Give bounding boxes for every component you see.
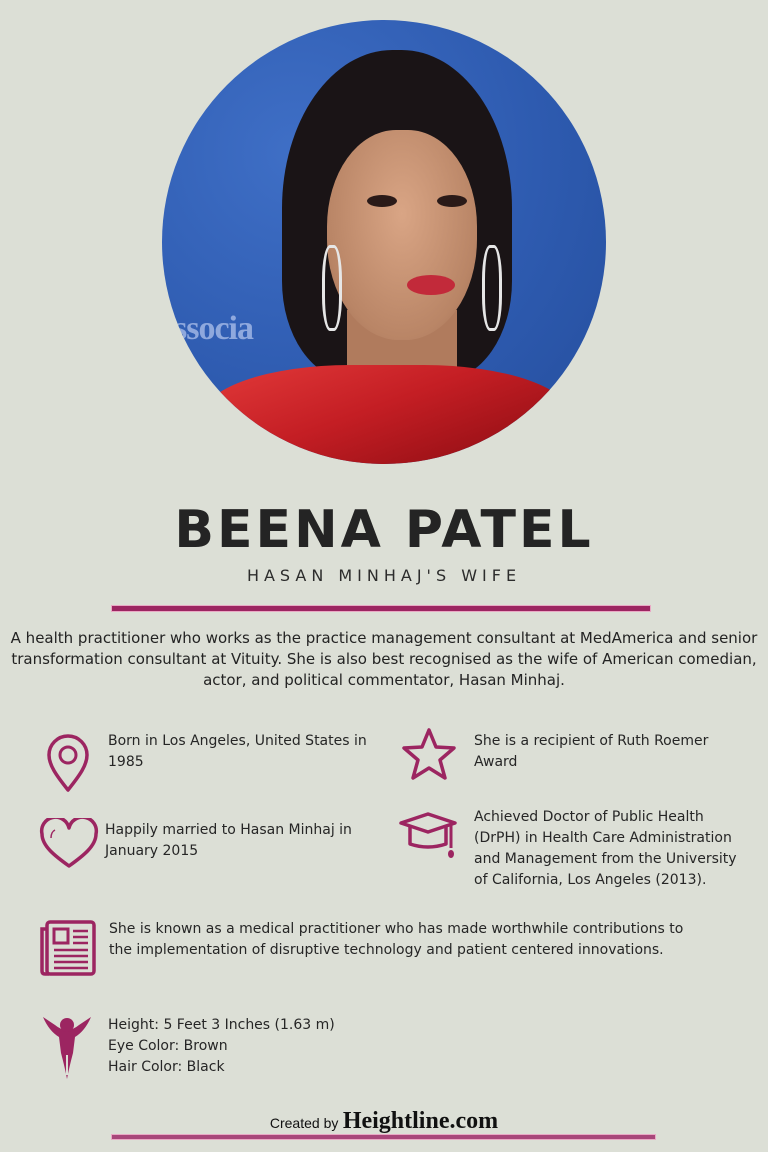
star-icon [400,727,458,783]
header-divider [112,606,650,611]
height-value: Height: 5 Feet 3 Inches (1.63 m) [108,1017,335,1033]
heart-icon [39,818,99,870]
fact-marriage: Happily married to Hasan Minhaj in January 2015 [105,822,352,859]
person-subtitle: HASAN MINHAJ'S WIFE [246,566,522,585]
fact-birth: Born in Los Angeles, United States in 1985 [108,733,367,770]
profile-photo [162,20,606,464]
fact-contributions: She is known as a medical practitioner who has made worthwhile contributions to the implementation of disruptive technology and patient centered innovations. [109,921,684,958]
footer-credit [0,1108,768,1135]
footer-divider [112,1135,655,1139]
created-by-label: Created by [269,1115,339,1131]
graduation-cap-icon [398,808,458,864]
fact-education: Achieved Doctor of Public Health (DrPH) in Health Care Administration and Management from the University of California, Los Angeles (2013). [474,809,737,888]
person-name: BEENA PATEL [174,500,594,560]
intro-paragraph: A health practitioner who works as the practice management consultant at MedAmerica and senior transformation consultant at Vituity. She is also best recognised as the wife of American comedian, actor, and political commentator, Hasan Minhaj. [10,629,758,689]
backdrop-text: ssocia [174,310,253,347]
location-pin-icon [44,733,92,793]
newspaper-icon [39,919,97,977]
physical-stats [108,1015,408,1078]
eye-color-value: Eye Color: Brown [108,1038,228,1054]
brand-link[interactable]: Heightline.com [342,1108,499,1134]
person-icon [41,1013,93,1081]
fact-award: She is a recipient of Ruth Roemer Award [474,733,709,770]
hair-color-value: Hair Color: Black [108,1059,225,1075]
